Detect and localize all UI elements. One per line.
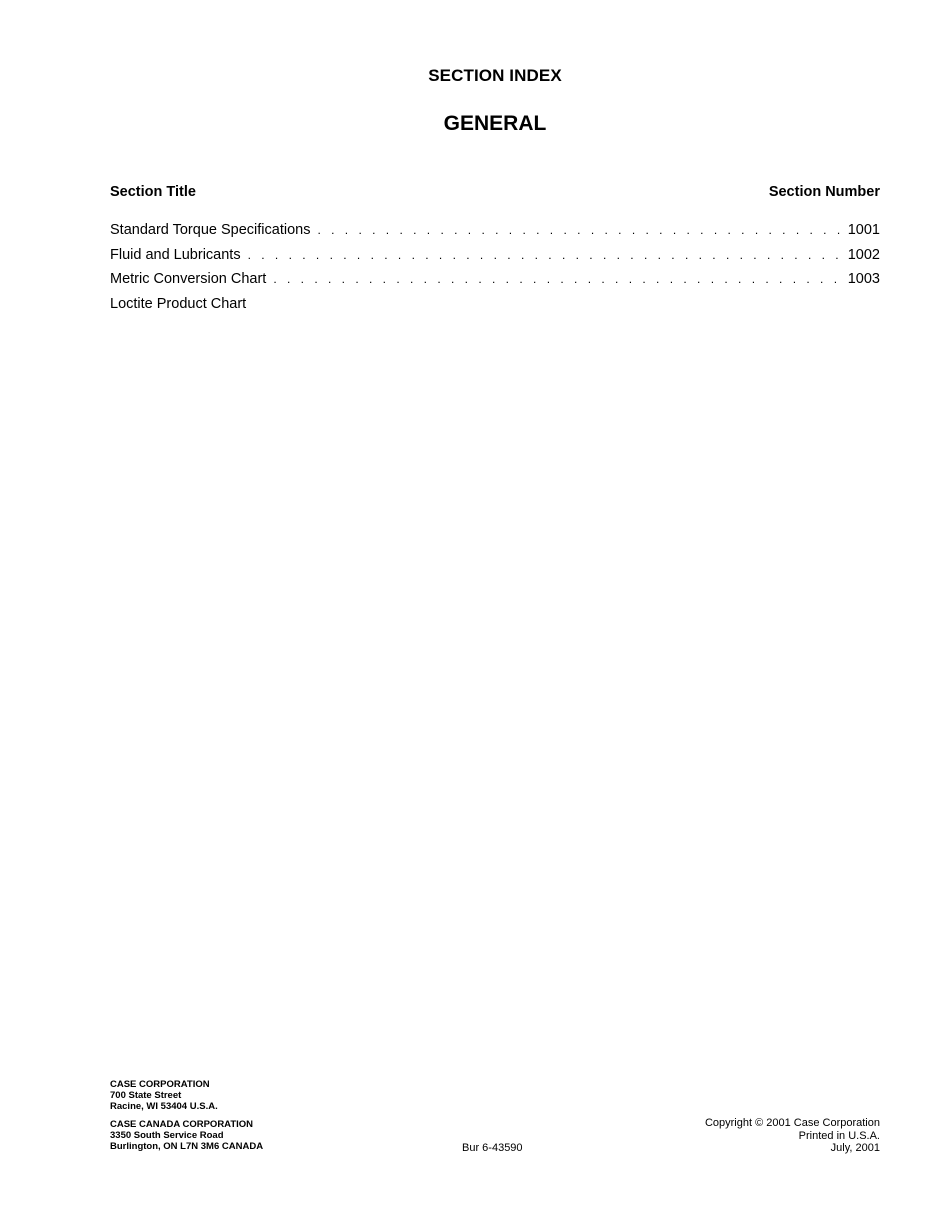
address-city: Racine, WI 53404 U.S.A. (110, 1101, 218, 1112)
section-index-heading: SECTION INDEX (428, 66, 562, 85)
address-street: 700 State Street (110, 1090, 182, 1101)
publication-date: July, 2001 (830, 1142, 880, 1154)
footer-copyright-block (705, 1117, 880, 1155)
toc-entry-title: Metric Conversion Chart (110, 271, 267, 287)
address-street: 3350 South Service Road (110, 1130, 224, 1141)
toc-entry-number: 1002 (847, 246, 880, 263)
toc-entry-number: 1003 (847, 271, 880, 287)
document-number: Bur 6-43590 (462, 1142, 523, 1154)
toc-entry[interactable] (110, 247, 880, 272)
toc-entry-title: Fluid and Lubricants (110, 246, 241, 263)
case-corporation-address (110, 1079, 263, 1112)
dot-leader (273, 272, 839, 286)
footer-addresses (110, 1079, 263, 1159)
toc-entry[interactable] (110, 271, 880, 296)
address-company: CASE CORPORATION (110, 1079, 210, 1090)
toc-entry-title: Standard Torque Specifications (110, 222, 311, 238)
toc-entry[interactable] (110, 296, 880, 321)
section-title-column-header: Section Title (110, 184, 196, 200)
address-company: CASE CANADA CORPORATION (110, 1119, 254, 1130)
address-city: Burlington, ON L7N 3M6 CANADA (110, 1141, 264, 1152)
section-index-list (110, 222, 880, 320)
copyright-notice: Copyright © 2001 Case Corporation (704, 1117, 880, 1129)
general-heading: GENERAL (443, 112, 547, 135)
toc-entry-title: Loctite Product Chart (110, 295, 247, 312)
section-number-column-header: Section Number (768, 184, 880, 200)
case-canada-address (110, 1119, 263, 1152)
toc-entry[interactable] (110, 222, 880, 247)
dot-leader (248, 248, 840, 262)
printed-in: Printed in U.S.A. (798, 1129, 880, 1142)
dot-leader (317, 223, 839, 237)
toc-entry-number: 1001 (847, 222, 880, 238)
